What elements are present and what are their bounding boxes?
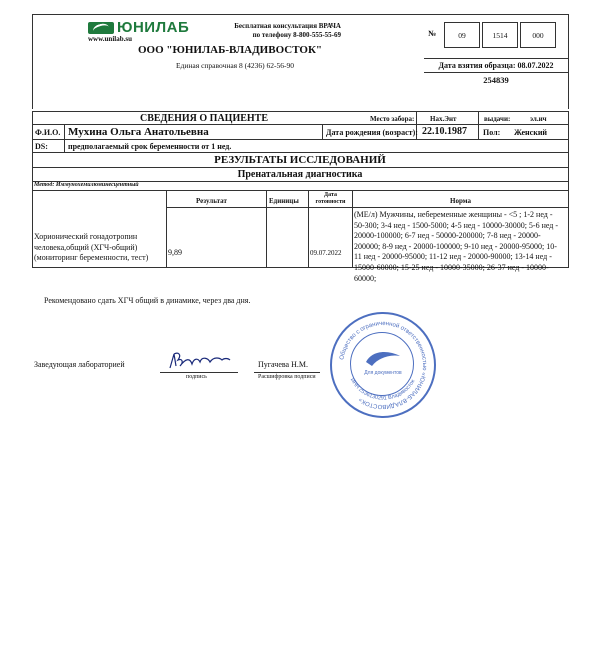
header-border-right xyxy=(568,14,569,109)
brand-logo xyxy=(88,19,189,36)
head-name: Пугачева Н.М. xyxy=(258,360,308,369)
org-phone: Единая справочная 8 (4236) 62-56-90 xyxy=(176,61,294,70)
patient-name: Мухина Ольга Анатольевна xyxy=(68,126,209,138)
col-norm: Норма xyxy=(450,197,471,205)
divider xyxy=(32,167,569,168)
ds-label: DS: xyxy=(35,142,48,151)
name-caption: Расшифровка подписи xyxy=(258,374,316,380)
sample-id: 254839 xyxy=(483,75,509,85)
order-number-label: № xyxy=(428,29,437,38)
brand-site: www.unilab.su xyxy=(88,35,132,43)
issued-value: эл.ич xyxy=(530,115,547,123)
name-line xyxy=(254,372,320,373)
header-border-left xyxy=(32,14,33,109)
consult-line-2: по телефону 8-800-555-55-69 xyxy=(252,31,341,39)
table-border xyxy=(322,124,323,139)
divider xyxy=(32,111,569,112)
results-subtitle: Пренатальная диагностика xyxy=(237,169,363,180)
patient-section-title: СВЕДЕНИЯ О ПАЦИЕНТЕ xyxy=(140,113,269,124)
order-number-box xyxy=(424,22,564,48)
divider xyxy=(32,139,569,140)
method-label: Метод: Иммунохемилюминесцентный xyxy=(34,182,139,188)
table-border xyxy=(32,111,33,268)
issued-label: выдачи: xyxy=(484,115,511,123)
table-border xyxy=(568,111,569,268)
table-border xyxy=(352,190,353,267)
col-ready xyxy=(309,192,352,206)
sign-caption: подпись xyxy=(186,374,207,380)
head-label: Заведующая лабораторией xyxy=(34,360,125,369)
test-result: 9,89 xyxy=(168,248,182,257)
test-ready-date: 09.07.2022 xyxy=(310,249,342,257)
organization-stamp xyxy=(330,312,436,418)
col-units: Единицы xyxy=(269,197,299,205)
sex-label: Пол: xyxy=(483,128,501,137)
recommendation: Рекомендовано сдать ХГЧ общий в динамике, через два дня. xyxy=(44,296,251,305)
divider xyxy=(32,124,569,125)
test-norm: (МЕ/л) Мужчины, небеременные женщины - <5 ; 1-2 нед - 50-300; 3-4 нед - 1500-5000; 4-5 нед - 10000-30000; 5-6 нед - 20000-100000; 6-7 нед - 50000-200000; 7-8 нед - 20000-200000; 8-9 нед - 20000-100000; 9-10 нед - 20000-95000; 10-11 нед - 20000-95000; 11-12 нед - 20000-90000; 13-14 нед - 15000-60000; 15-25 нед - 10000-35000; 26-37 нед - 10000-60000; xyxy=(354,210,559,283)
unilab-logo-icon xyxy=(88,22,114,34)
signature-icon xyxy=(166,350,232,372)
sample-info xyxy=(424,58,568,88)
dob-value: 22.10.1987 xyxy=(422,126,467,137)
ds-value: предполагаемый срок беременности от 1 нед. xyxy=(68,142,232,151)
table-border xyxy=(166,190,167,267)
table-border xyxy=(64,124,65,152)
results-title: РЕЗУЛЬТАТЫ ИССЛЕДОВАНИЙ xyxy=(214,154,386,166)
col-ready-line2: готовности xyxy=(315,199,346,205)
svg-text:Общество с ограниченной ответс: Общество с ограниченной ответственностью «ЮНИЛАБ-ВЛАДИВОСТОК» xyxy=(339,320,428,410)
svg-text:Для документов: Для документов xyxy=(364,370,402,376)
place-label: Место забора: xyxy=(370,115,415,123)
table-border xyxy=(266,190,267,267)
org-name: ООО "ЮНИЛАБ-ВЛАДИВОСТОК" xyxy=(137,44,323,56)
fio-label: Ф.И.О. xyxy=(35,128,61,137)
divider xyxy=(166,207,569,208)
dob-label: Дата рождения (возраст): xyxy=(326,128,418,137)
order-number-part: 1514 xyxy=(482,22,518,48)
sex-value: Женский xyxy=(514,128,548,137)
test-name: Хорионический гонадотропин человека,общий (ХГЧ-общий) (мониторинг беременности, тест) xyxy=(34,232,149,262)
signature-line xyxy=(160,372,238,373)
divider xyxy=(32,190,569,191)
stamp-inner-ring xyxy=(350,332,414,396)
col-ready-line1: Дата xyxy=(324,192,337,198)
sample-date: Дата взятия образца: 08.07.2022 xyxy=(424,58,568,73)
table-border xyxy=(478,111,479,139)
divider xyxy=(32,152,569,153)
header-border-top xyxy=(32,14,569,15)
order-number-part: 000 xyxy=(520,22,556,48)
brand-name: ЮНИЛАБ xyxy=(117,19,190,36)
col-result: Результат xyxy=(196,197,227,205)
consult-info xyxy=(217,22,341,40)
consult-line-1: Бесплатная консультация ВРАЧА xyxy=(234,22,341,30)
svg-text:ИНН 2536130291 Владивосток: ИНН 2536130291 Владивосток xyxy=(348,377,417,402)
order-number-part: 09 xyxy=(444,22,480,48)
place-value: Нах.Энт xyxy=(430,115,457,123)
